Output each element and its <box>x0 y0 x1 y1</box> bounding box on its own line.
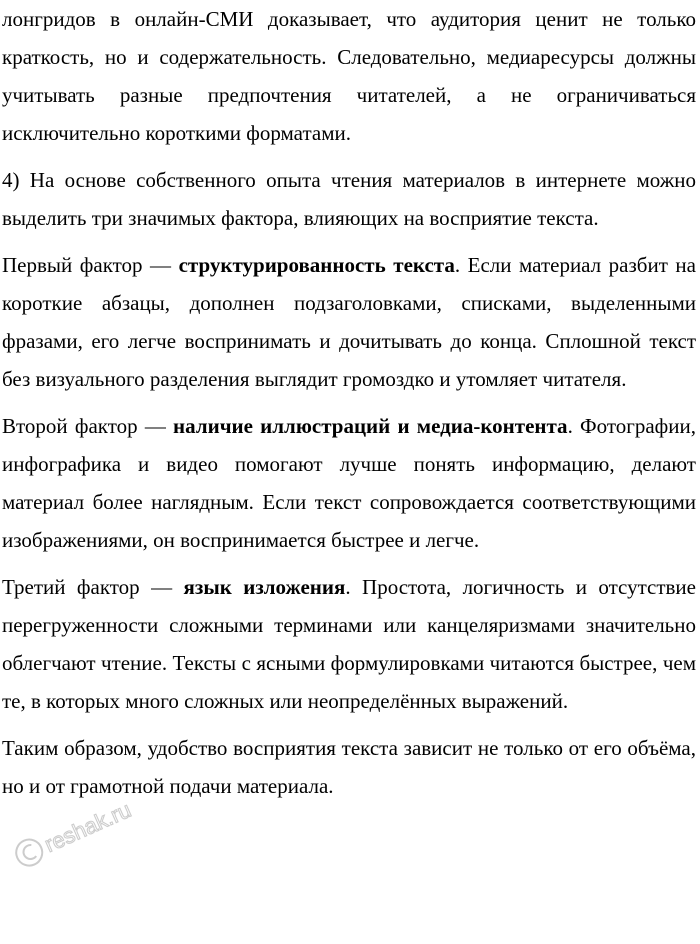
factor-3-body: . Простота, логичность и отсутствие перегруженности сложными терминами или канцеляризмами значительно облегчают чтение. Тексты с ясными формулировками читаются быстрее, чем те, в которых много сложных или неопределённых выражений. <box>2 575 696 713</box>
factor-1-lead: Первый фактор — <box>2 253 179 277</box>
factor-2-term: наличие иллюстраций и медиа-контента <box>173 414 568 438</box>
paragraph-conclusion: Таким образом, удобство восприятия текста зависит не только от его объёма, но и от грамотной подачи материала. <box>2 736 696 798</box>
paragraph-factor-3 <box>2 568 696 720</box>
factor-3-lead: Третий фактор — <box>2 575 184 599</box>
paragraph-point-4: 4) На основе собственного опыта чтения материалов в интернете можно выделить три значимых фактора, влияющих на восприятие текста. <box>2 168 696 230</box>
factor-3-term: язык изложения <box>183 575 346 599</box>
paragraph-factor-2 <box>2 407 696 559</box>
factor-2-lead: Второй фактор — <box>2 414 174 438</box>
factor-1-body: . Если материал разбит на короткие абзацы, дополнен подзаголовками, списками, выделенными фразами, его легче воспринимать и дочитывать до конца. Сплошной текст без визуального разделения выглядит громоздко и утомляет читателя. <box>2 253 696 391</box>
watermark-text: reshak.ru <box>40 796 135 858</box>
watermark-copyright-icon <box>12 835 46 869</box>
factor-2-body: . Фотографии, инфографика и видео помогают лучше понять информацию, делают материал более наглядным. Если текст сопровождается соответствующими изображениями, он воспринимается быстрее и легче. <box>2 414 697 552</box>
paragraph-factor-1 <box>2 246 696 398</box>
document-body <box>2 0 696 805</box>
factor-1-term: структурированность текста <box>178 253 455 277</box>
paragraph-intro: лонгридов в онлайн-СМИ доказывает, что аудитория ценит не только краткость, но и содержательность. Следовательно, медиаресурсы должны учитывать разные предпочтения читателей, а не ограничиваться исключительно короткими форматами. <box>2 7 696 145</box>
